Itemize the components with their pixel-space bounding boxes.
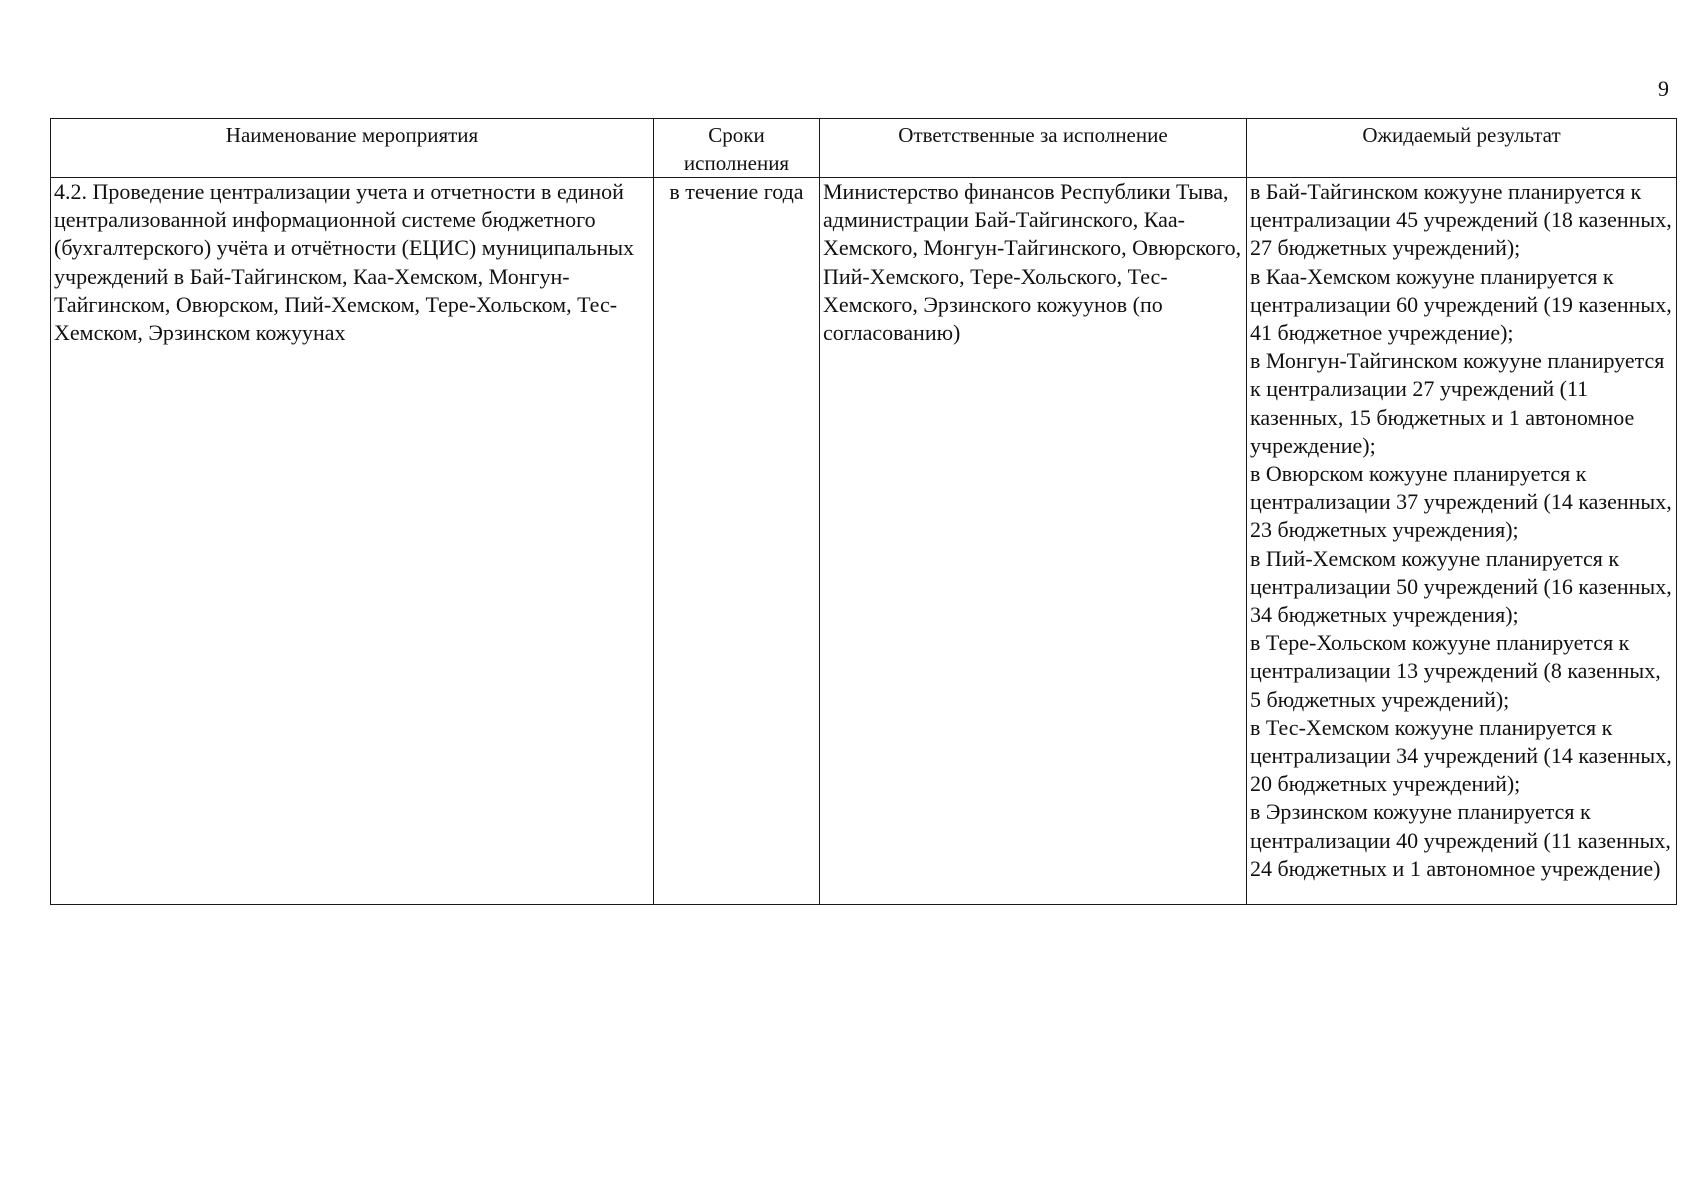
table-header-row — [51, 119, 1677, 178]
result-item-tes-khem: в Тес-Хемском кожууне планируется к централизации 34 учреждений (14 казенных, 20 бюджетных учреждений); — [1250, 714, 1672, 797]
cell-responsible: Министерство финансов Республики Тыва, администрации Бай-Тайгинского, Каа-Хемского, Монгун-Тайгинского, Овюрского, Пий-Хемского, Тере-Хольского, Тес-Хемского, Эрзинского кожуунов (по согласованию) — [820, 178, 1247, 905]
header-responsible: Ответственные за исполнение — [820, 119, 1247, 178]
page-number: 9 — [1658, 76, 1669, 101]
header-result: Ожидаемый результат — [1247, 119, 1677, 178]
action-plan-table — [50, 118, 1677, 905]
result-item-erzin: в Эрзинском кожууне планируется к централизации 40 учреждений (11 казенных, 24 бюджетных и 1 автономное учреждение) — [1250, 799, 1671, 881]
header-name: Наименование мероприятия — [51, 119, 654, 178]
header-deadline-line2: исполнения — [683, 151, 790, 175]
result-item-kaa-khem: в Каа-Хемском кожууне планируется к централизации 60 учреждений (19 казенных, 41 бюджетное учреждение); — [1250, 263, 1672, 346]
cell-result — [1247, 178, 1677, 905]
table-row — [51, 178, 1677, 905]
result-item-piy-khem: в Пий-Хемском кожууне планируется к централизации 50 учреждений (16 казенных, 34 бюджетных учреждения); — [1250, 545, 1672, 628]
result-item-tere-khol: в Тере-Хольском кожууне планируется к централизации 13 учреждений (8 казенных, 5 бюджетных учреждений); — [1250, 630, 1661, 712]
header-deadline — [654, 119, 820, 178]
cell-deadline: в течение года — [654, 178, 820, 905]
result-item-bai-taiga: в Бай-Тайгинском кожууне планируется к централизации 45 учреждений (18 казенных, 27 бюджетных учреждений); — [1250, 179, 1672, 261]
result-item-mongun-taiga: в Монгун-Тайгинском кожууне планируется к централизации 27 учреждений (11 казенных, 15 бюджетных и 1 автономное учреждение); — [1250, 348, 1665, 458]
header-deadline-line1: Сроки — [708, 123, 765, 147]
cell-action-name: 4.2. Проведение централизации учета и отчетности в единой централизованной информационной системе бюджетного (бухгалтерского) учёта и отчётности (ЕЦИС) муниципальных учреждений в Бай-Тайгинском, Каа-Хемском, Монгун-Тайгинском, Овюрском, Пий-Хемском, Тере-Хольском, Тес-Хемском, Эрзинском кожуунах — [51, 178, 654, 905]
result-item-ovyur: в Овюрском кожууне планируется к централизации 37 учреждений (14 казенных, 23 бюджетных учреждения); — [1250, 461, 1672, 543]
